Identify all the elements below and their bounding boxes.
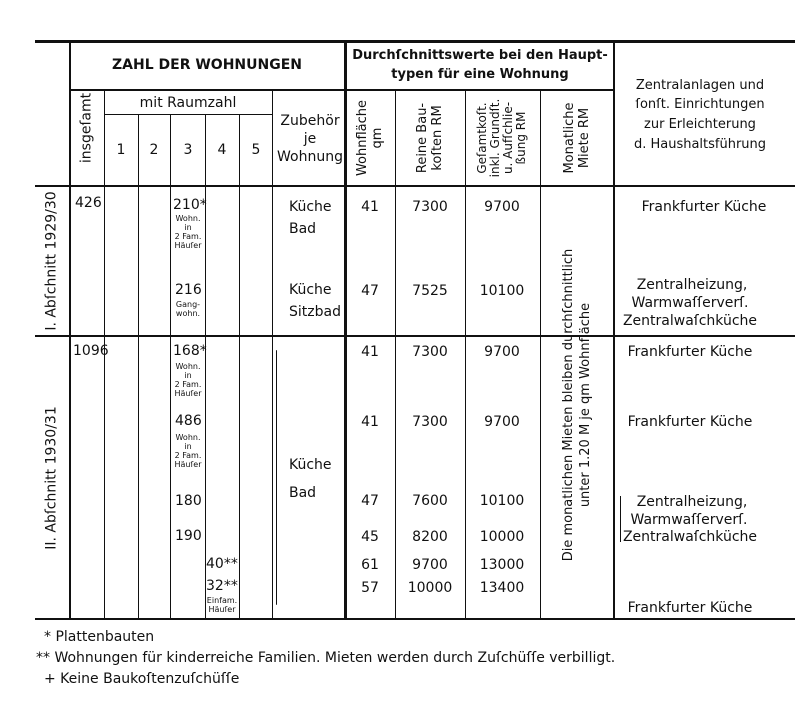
s2-r6-wf: 57 <box>361 580 379 596</box>
col-line-zubehoer <box>344 42 347 619</box>
s2-r4-rb: 8200 <box>412 529 448 545</box>
zubehoer-header-1: Zubehör <box>280 113 340 129</box>
s2-r6-zen: Frankfurter Küche <box>627 600 753 616</box>
reine-baukosten-header: Reine Bau- koſten RM <box>415 102 445 174</box>
s2-zubehoer-brace <box>276 350 277 605</box>
s2-r1-raum3: 168* <box>173 343 207 359</box>
s1-row2-zen-1: Zentralheizung, <box>636 277 748 293</box>
s2-zen34-1: Zentralheizung, <box>636 494 748 510</box>
col-line-r3 <box>205 115 206 619</box>
s1-row2-zub-2: Sitzbad <box>289 304 341 320</box>
header-mid-rule-left <box>70 89 345 91</box>
s2-zub-1: Küche <box>289 457 332 473</box>
s2-r2-note: Wohn. in 2 Fam. Häuſer <box>174 433 202 469</box>
s1-row2-zen-2: Warmwaſſerverſ. <box>631 295 749 311</box>
section-2-label: II. Abſchnitt 1930/31 <box>43 406 60 550</box>
s1-row1-note: Wohn. in 2 Fam. Häuſer <box>174 214 202 250</box>
col-line-r4 <box>239 115 240 619</box>
s2-insgesamt: 1096 <box>73 343 109 359</box>
s2-r2-wf: 41 <box>361 414 379 430</box>
s2-r5-gk: 13000 <box>479 557 525 573</box>
col-line-r5 <box>272 90 273 619</box>
s2-r6-rb: 10000 <box>407 580 453 596</box>
s2-r3-gk: 10100 <box>479 493 525 509</box>
s2-r1-rb: 7300 <box>412 344 448 360</box>
table-bottom-rule <box>35 618 795 620</box>
s2-r2-zen: Frankfurter Küche <box>627 414 753 430</box>
s2-r1-note: Wohn. in 2 Fam. Häuſer <box>174 362 202 398</box>
s1-row1-wf: 41 <box>361 199 379 215</box>
col-line-r2 <box>170 115 171 619</box>
s2-r1-zen: Frankfurter Küche <box>627 344 753 360</box>
s1-row1-zub-1: Küche <box>289 199 332 215</box>
s1-row2-wf: 47 <box>361 283 379 299</box>
s2-r4-raum3: 190 <box>175 528 202 544</box>
s1-row1-rb: 7300 <box>412 199 448 215</box>
s2-r4-gk: 10000 <box>479 529 525 545</box>
s2-r3-wf: 47 <box>361 493 379 509</box>
miete-note: Die monatlichen Mieten bleiben durchſchnittlich unter 1.20 M je qm Wohnfläche <box>561 248 593 562</box>
raum-2: 2 <box>149 142 159 158</box>
header-bottom-rule <box>35 185 795 187</box>
header-mid-rule-right <box>345 89 615 91</box>
s2-zen34-3: Zentralwaſchküche <box>622 529 758 545</box>
raum-1: 1 <box>116 142 126 158</box>
s1-row1-raum3: 210* <box>173 197 207 213</box>
zentral-header-4: d. Haushaltsführung <box>633 137 767 152</box>
table-top-rule <box>35 40 795 43</box>
s1-row2-gk: 10100 <box>479 283 525 299</box>
s1-row1-zub-2: Bad <box>289 221 317 237</box>
col-line-gk <box>540 90 541 619</box>
wohnflaeche-header: Wohnfläche qm <box>355 99 385 177</box>
s2-r6-note: Einfam. Häuſer <box>206 596 238 614</box>
s2-r6-gk: 13400 <box>479 580 525 596</box>
col-line-miete <box>613 42 615 619</box>
s2-r5-raum4: 40** <box>206 556 238 572</box>
s2-zen34-2: Warmwaſſerverſ. <box>630 512 748 528</box>
zentral-header-1: Zentralanlagen und <box>635 78 765 93</box>
s2-zub-2: Bad <box>289 485 317 501</box>
s1-insgesamt: 426 <box>75 195 102 211</box>
footnote-3: + Keine Baukoſtenzuſchüſſe <box>44 671 240 687</box>
s1-row2-zub-1: Küche <box>289 282 332 298</box>
durchschnitt-header-1: Durchſchnittswerte bei den Haupt- <box>352 48 608 63</box>
col-line-rb <box>465 90 466 619</box>
s2-r5-wf: 61 <box>361 557 379 573</box>
s2-r5-rb: 9700 <box>412 557 448 573</box>
zentral-header-3: zur Erleichterung <box>644 117 756 132</box>
s2-r1-gk: 9700 <box>484 344 520 360</box>
durchschnitt-header-2: typen für eine Wohnung <box>391 67 569 82</box>
s1-row2-zen-3: Zentralwaſchküche <box>622 313 758 329</box>
s1-row1-zen: Frankfurter Küche <box>641 199 767 215</box>
raum-4: 4 <box>217 142 227 158</box>
s2-r1-wf: 41 <box>361 344 379 360</box>
gesamtkosten-header: Geſamtkoſt. inkl. Grundſt. u. Aufſchlie- ßung RM <box>475 98 528 178</box>
zubehoer-header-2: je <box>303 131 317 147</box>
col-line-section <box>69 42 71 619</box>
s2-r2-raum3: 486 <box>175 413 202 429</box>
col-line-wf <box>395 90 396 619</box>
raum-3: 3 <box>183 142 193 158</box>
s2-r4-wf: 45 <box>361 529 379 545</box>
zentral-header-2: ſonſt. Einrichtungen <box>635 97 765 112</box>
s2-r3-raum3: 180 <box>175 493 202 509</box>
s1-row1-gk: 9700 <box>484 199 520 215</box>
s1-row2-note: Gang- wohn. <box>175 300 201 318</box>
insgesamt-header: insgeſamt <box>78 92 95 164</box>
zahl-header: ZAHL DER WOHNUNGEN <box>112 57 302 73</box>
zubehoer-header-3: Wohnung <box>277 149 343 165</box>
s2-r3-rb: 7600 <box>412 493 448 509</box>
miete-header: Monatliche Miete RM <box>562 102 592 174</box>
raumzahl-rule <box>105 114 273 115</box>
s2-zen-brace <box>620 496 621 542</box>
s2-r6-raum4: 32** <box>206 578 238 594</box>
section-divider-rule <box>35 335 795 337</box>
mit-raumzahl-header: mit Raumzahl <box>139 95 237 111</box>
col-line-r1 <box>138 115 139 619</box>
raum-5: 5 <box>251 142 261 158</box>
s1-row2-rb: 7525 <box>412 283 448 299</box>
s2-r2-gk: 9700 <box>484 414 520 430</box>
footnote-2: ** Wohnungen für kinderreiche Familien. Mieten werden durch Zuſchüſſe verbilligt. <box>36 650 616 666</box>
s2-r2-rb: 7300 <box>412 414 448 430</box>
section-1-label: I. Abſchnitt 1929/30 <box>43 191 60 331</box>
s1-row2-raum3: 216 <box>175 282 202 298</box>
footnote-1: * Plattenbauten <box>44 629 155 645</box>
